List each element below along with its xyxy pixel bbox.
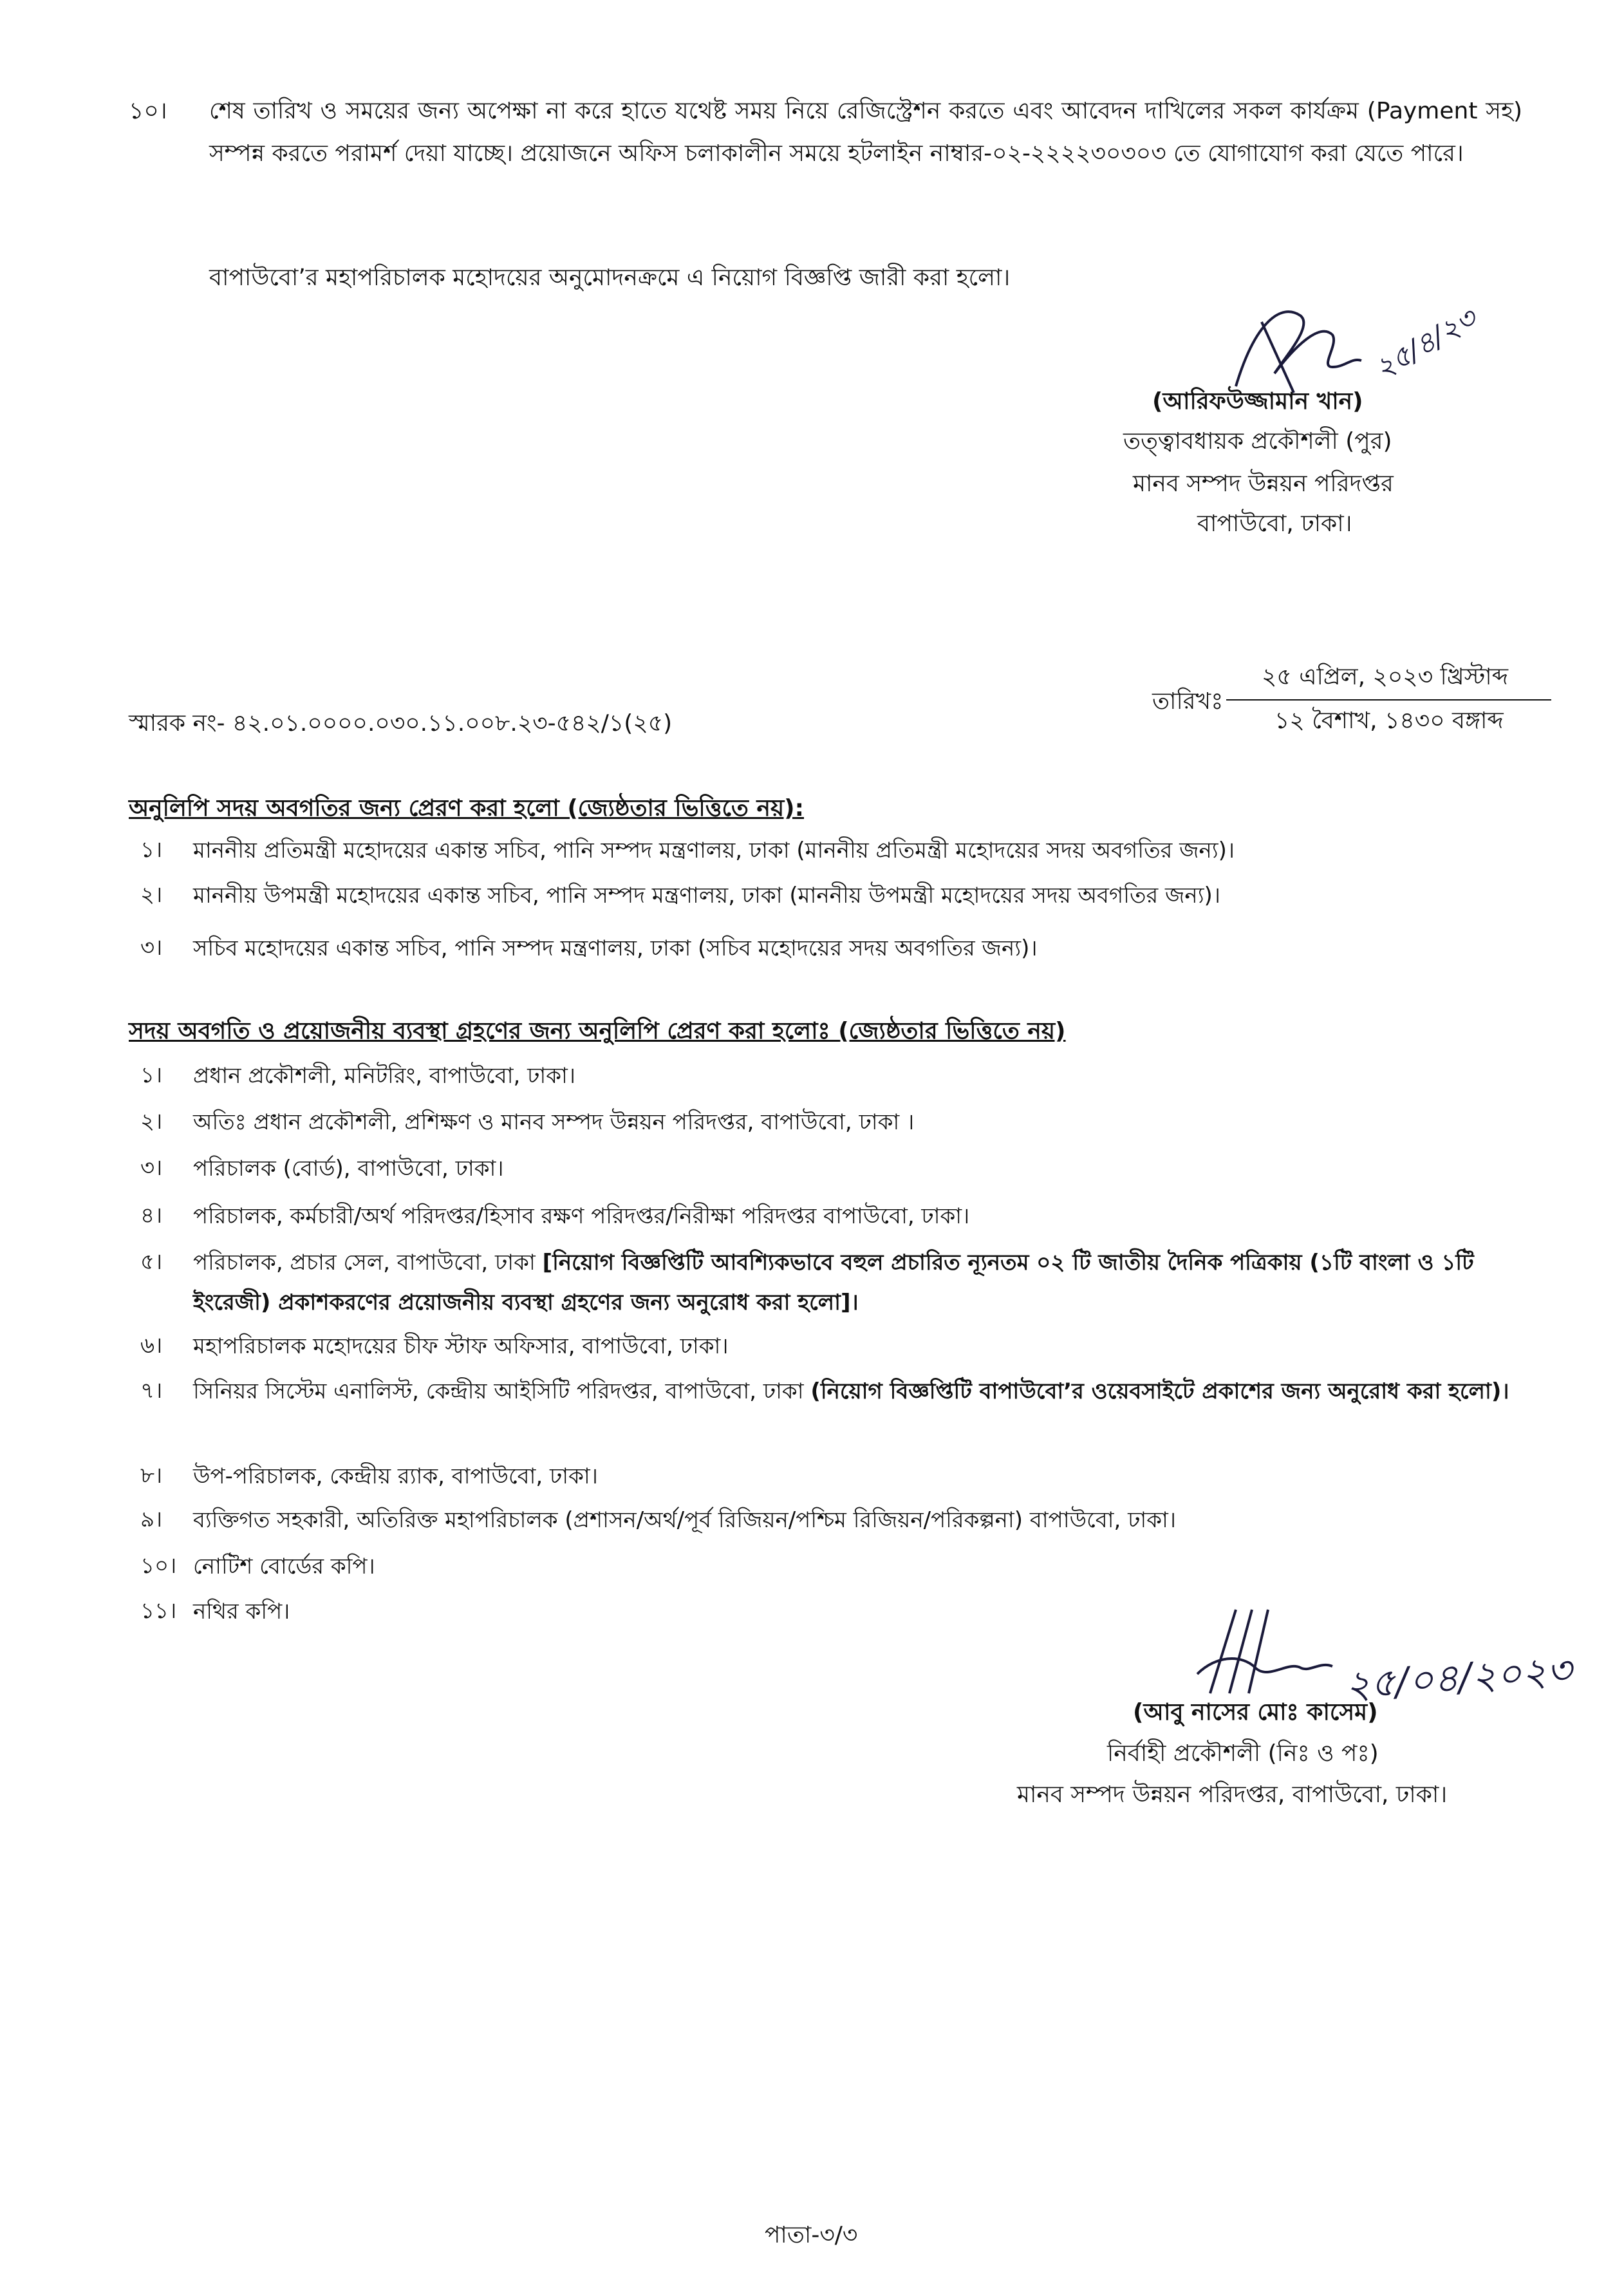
memo-date-divider (1226, 699, 1551, 701)
copy-2-item-plain: নথির কপি। (193, 1599, 290, 1624)
copy-1-item-number: ২। (140, 882, 163, 908)
copy-section-2-heading: সদয় অবগতি ও প্রয়োজনীয় ব্যবস্থা গ্রহণের জন্য অনুলিপি প্রেরণ করা হলোঃ (জ্যেষ্ঠতার ভিত্তিতে নয়) (129, 1018, 1066, 1044)
signatory-1-location: বাপাউবো, ঢাকা। (1197, 511, 1352, 537)
copy-2-item-text (193, 1371, 1532, 1411)
approval-statement: বাপাউবো’র মহাপরিচালক মহোদয়ের অনুমোদনক্রমে এ নিয়োগ বিজ্ঞপ্তি জারী করা হলো। (209, 265, 1011, 291)
copy-1-item-text (193, 928, 1532, 968)
copy-2-item-number: ১। (140, 1062, 163, 1088)
copy-2-item-text (193, 1149, 1532, 1189)
point-10-text: শেষ তারিখ ও সময়ের জন্য অপেক্ষা না করে হাতে যথেষ্ট সময় নিয়ে রেজিস্ট্রেশন করতে এবং আবেদন দাখিলের সকল কার্যক্রম (Payment সহ) সম্পন্ন করতে পরামর্শ দেয়া যাচ্ছে। প্রয়োজনে অফিস চলাকালীন সময়ে হটলাইন নাম্বার-০২-২২২২৩০৩০৩ তে যোগাযোগ করা যেতে পারে। (209, 98, 1522, 167)
copy-2-item-plain: অতিঃ প্রধান প্রকৌশলী, প্রশিক্ষণ ও মানব সম্পদ উন্নয়ন পরিদপ্তর, বাপাউবো, ঢাকা । (193, 1109, 915, 1135)
copy-1-item-number: ১। (140, 837, 163, 863)
copy-2-item-number: ৭। (140, 1378, 163, 1404)
copy-2-item-plain: পরিচালক, কর্মচারী/অর্থ পরিদপ্তর/হিসাব রক্ষণ পরিদপ্তর/নিরীক্ষা পরিদপ্তর বাপাউবো, ঢাকা। (193, 1203, 970, 1229)
copy-2-item-number: ১০। (140, 1553, 177, 1579)
copy-2-item-plain: উপ-পরিচালক, কেন্দ্রীয় র‍্যাক, বাপাউবো, ঢাকা। (193, 1463, 598, 1489)
copy-2-item-number: ৩। (140, 1155, 163, 1181)
copy-2-item-bold: [নিয়োগ বিজ্ঞপ্তিটি আবশ্যিকভাবে বহুল প্রচারিত ন্যূনতম ০২ টি জাতীয় দৈনিক পত্রিকায় (১টি বাংলা ও ১টি ইংরেজী) প্রকাশকরণের প্রয়োজনীয় ব্যবস্থা গ্রহণের জন্য অনুরোধ করা হলো]। (193, 1250, 1474, 1315)
signatory-2-designation: নির্বাহী প্রকৌশলী (নিঃ ও পঃ) (1107, 1740, 1379, 1767)
memo-date-bangla: ১২ বৈশাখ, ১৪৩০ বঙ্গাব্দ (1274, 708, 1504, 734)
copy-2-item-plain: ব্যক্তিগত সহকারী, অতিরিক্ত মহাপরিচালক (প্রশাসন/অর্থ/পূর্ব রিজিয়ন/পশ্চিম রিজিয়ন/পরিকল্পনা) বাপাউবো, ঢাকা। (193, 1507, 1177, 1533)
copy-1-item-text (193, 876, 1532, 916)
copy-2-item-text (193, 1456, 1532, 1496)
copy-1-item-plain: মাননীয় উপমন্ত্রী মহোদয়ের একান্ত সচিব, পানি সম্পদ মন্ত্রণালয়, ঢাকা (মাননীয় উপমন্ত্রী মহোদয়ের সদয় অবগতির জন্য)। (193, 883, 1220, 908)
copy-2-item-number: ১১। (140, 1598, 177, 1624)
copy-1-item-plain: মাননীয় প্রতিমন্ত্রী মহোদয়ের একান্ত সচিব, পানি সম্পদ মন্ত্রণালয়, ঢাকা (মাননীয় প্রতিমন্ত্রী মহোদয়ের সদয় অবগতির জন্য)। (193, 838, 1235, 863)
signatory-2-name: (আবু নাসের মোঃ কাসেম) (1133, 1699, 1378, 1726)
signatory-1-designation: তত্ত্বাবধায়ক প্রকৌশলী (পুর) (1123, 428, 1392, 455)
copy-2-item-number: ৯। (140, 1507, 163, 1532)
copy-1-item-number: ৩। (140, 935, 163, 961)
copy-1-item-plain: সচিব মহোদয়ের একান্ত সচিব, পানি সম্পদ মন্ত্রণালয়, ঢাকা (সচিব মহোদয়ের সদয় অবগতির জন্য)। (193, 936, 1038, 961)
copy-2-item-text (193, 1500, 1532, 1540)
signatory-1-name: (আরিফউজ্জামান খান) (1152, 388, 1363, 415)
copy-2-item-bold: (নিয়োগ বিজ্ঞপ্তিটি বাপাউবো’র ওয়েবসাইটে প্রকাশের জন্য অনুরোধ করা হলো)। (810, 1379, 1509, 1404)
page-number: পাতা-৩/৩ (765, 2222, 858, 2248)
copy-2-item-plain: সিনিয়র সিস্টেম এনালিস্ট, কেন্দ্রীয় আইসিটি পরিদপ্তর, বাপাউবো, ঢাকা (193, 1379, 811, 1404)
copy-2-item-text (193, 1547, 1532, 1586)
copy-2-item-number: ৫। (140, 1249, 163, 1275)
copy-2-item-number: ৬। (140, 1333, 163, 1359)
copy-2-item-plain: প্রধান প্রকৌশলী, মনিটরিং, বাপাউবো, ঢাকা। (193, 1063, 576, 1089)
signatory-2-office: মানব সম্পদ উন্নয়ন পরিদপ্তর, বাপাউবো, ঢাকা। (1017, 1782, 1448, 1808)
copy-1-item-text (193, 831, 1532, 870)
signature-2-image (1191, 1597, 1358, 1700)
copy-2-item-text (193, 1056, 1532, 1096)
copy-2-item-text (193, 1326, 1532, 1366)
signature-1-date: ২৫/৪/২৩ (1369, 301, 1482, 386)
copy-2-item-text (193, 1243, 1532, 1322)
memo-date-gregorian: ২৫ এপ্রিল, ২০২৩ খ্রিস্টাব্দ (1262, 664, 1509, 690)
memo-date-label: তারিখঃ (1152, 688, 1224, 715)
point-10-number: ১০। (129, 98, 167, 124)
signatory-1-office: মানব সম্পদ উন্নয়ন পরিদপ্তর (1133, 471, 1394, 497)
memo-reference: স্মারক নং- ৪২.০১.০০০০.০৩০.১১.০০৮.২৩-৫৪২/১(২৫) (129, 710, 673, 737)
copy-2-item-number: ২। (140, 1109, 163, 1134)
copy-2-item-number: ৪। (140, 1203, 163, 1228)
copy-2-item-text (193, 1196, 1532, 1236)
copy-2-item-plain: পরিচালক (বোর্ড), বাপাউবো, ঢাকা। (193, 1156, 504, 1181)
copy-2-item-number: ৮। (140, 1463, 163, 1489)
copy-2-item-plain: পরিচালক, প্রচার সেল, বাপাউবো, ঢাকা (193, 1250, 543, 1275)
signature-2-date: ২৫/০৪/২০২৩ (1343, 1647, 1574, 1709)
copy-2-item-plain: মহাপরিচালক মহোদয়ের চীফ স্টাফ অফিসার, বাপাউবো, ঢাকা। (193, 1333, 729, 1359)
copy-section-1-heading: অনুলিপি সদয় অবগতির জন্য প্রেরণ করা হলো (জ্যেষ্ঠতার ভিত্তিতে নয়): (129, 795, 805, 822)
copy-2-item-plain: নোটিশ বোর্ডের কপি। (193, 1554, 375, 1579)
copy-2-item-text (193, 1102, 1532, 1142)
